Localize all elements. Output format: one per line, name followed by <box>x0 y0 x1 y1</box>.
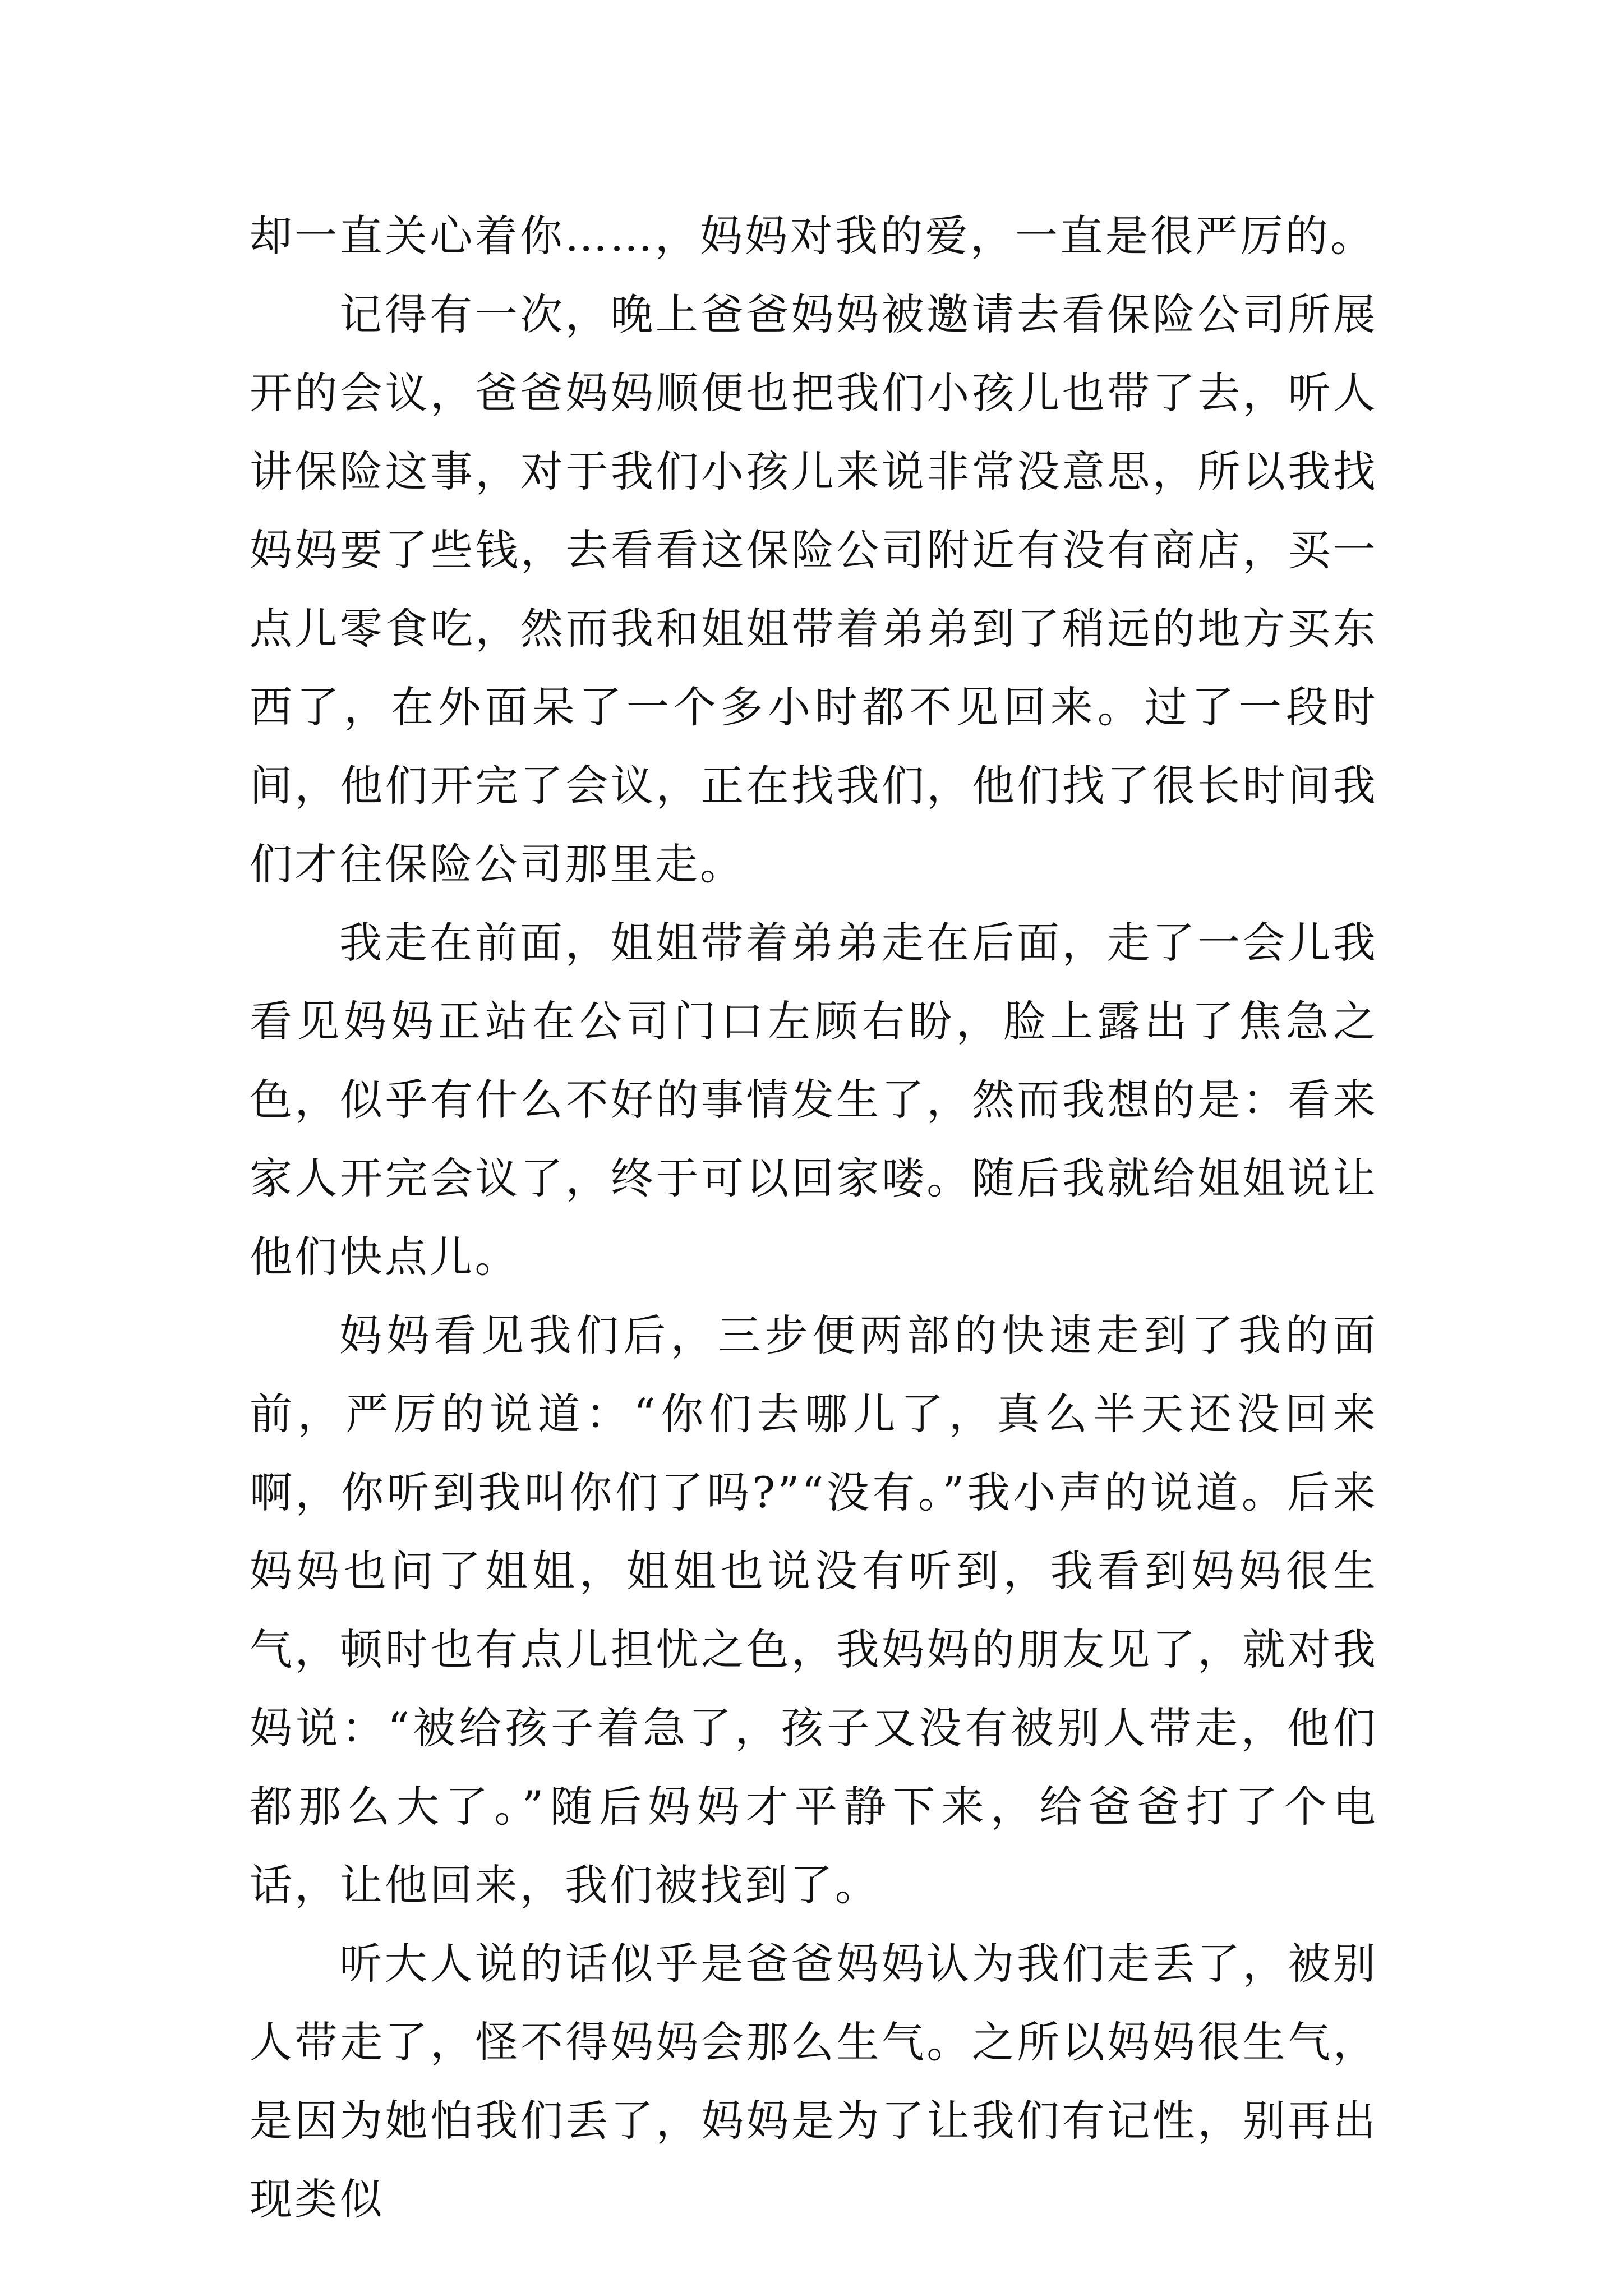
paragraph-5: 听大人说的话似乎是爸爸妈妈认为我们走丢了，被别人带走了，怪不得妈妈会那么生气。之所以妈妈很生气，是因为她怕我们丢了，妈妈是为了让我们有记性，别再出现类似 <box>250 1939 1378 2224</box>
paragraph-4: 妈妈看见我们后，三步便两部的快速走到了我的面前，严厉的说道：“你们去哪儿了，真么半天还没回来啊，你听到我叫你们了吗?”“没有。”我小声的说道。后来妈妈也问了姐姐，姐姐也说没有听到，我看到妈妈很生气，顿时也有点儿担忧之色，我妈妈的朋友见了，就对我妈说：“被给孩子着急了，孩子又没有被别人带走，他们都那么大了。”随后妈妈才平静下来，给爸爸打了个电话，让他回来，我们被找到了。 <box>250 1310 1378 1910</box>
paragraph-3: 我走在前面，姐姐带着弟弟走在后面，走了一会儿我看见妈妈正站在公司门口左顾右盼，脸上露出了焦急之色，似乎有什么不好的事情发生了，然而我想的是：看来家人开完会议了，终于可以回家喽。随后我就给姐姐说让他们快点儿。 <box>250 918 1378 1282</box>
paragraph-1: 却一直关心着你……，妈妈对我的爱，一直是很严厉的。 <box>250 211 1376 261</box>
document-body <box>250 197 1378 2239</box>
paragraph-2: 记得有一次，晚上爸爸妈妈被邀请去看保险公司所展开的会议，爸爸妈妈顺便也把我们小孩儿也带了去，听人讲保险这事，对于我们小孩儿来说非常没意思，所以我找妈妈要了些钱，去看看这保险公司附近有没有商店，买一点儿零食吃，然而我和姐姐带着弟弟到了稍远的地方买东西了，在外面呆了一个多小时都不见回来。过了一段时间，他们开完了会议，正在找我们，他们找了很长时间我们才往保险公司那里走。 <box>250 289 1378 889</box>
